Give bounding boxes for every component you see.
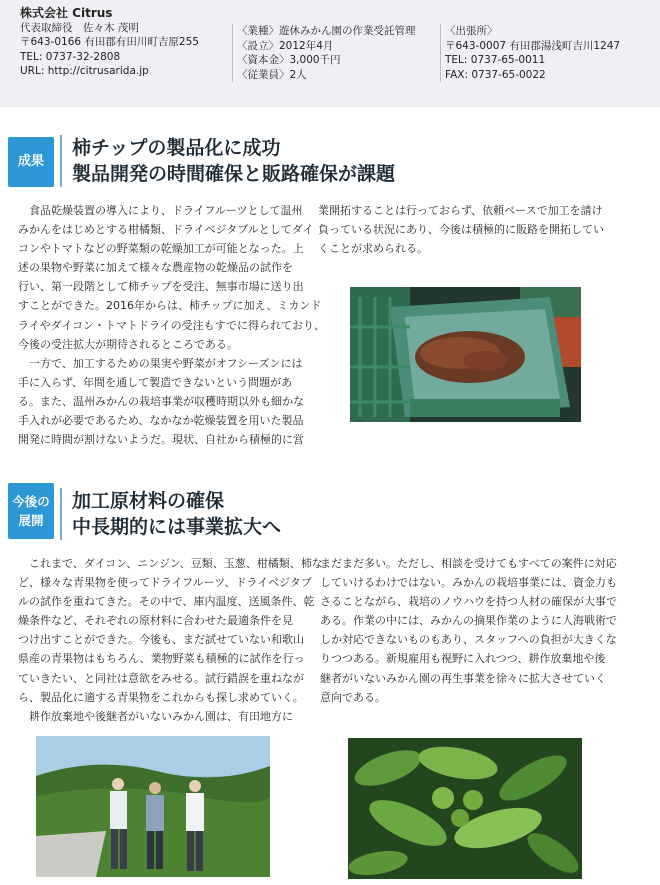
dried-persimmon-crate-photo [350,287,581,422]
paragraph-line: つけ出すことができた。今後も、まだ試せていない和歌山 [18,633,304,647]
paragraph-line: コンやトマトなどの野菜類の乾燥加工が可能となった。上 [18,242,304,256]
section-title-line: 加工原材料の確保 [72,490,225,512]
paragraph-line: 燥条件など、それぞれの原材料に合わせた最適条件を見 [18,614,293,628]
employee-count: 〈従業員〉2人 [237,68,307,81]
paragraph-line: ど、様々な青果物を使ってドライフルーツ、ドライベジタブ [18,576,312,590]
company-address: 〒643-0166 有田郡有田川町吉原255 [20,36,199,48]
paragraph-line: 今後の受注拡大が期待されるところである。 [18,337,238,351]
section2-body-left [18,554,323,726]
section-title-line: 柿チップの製品化に成功 [72,137,281,159]
paragraph-line: すことができた。2016年からは、柿チップに加え、ミカンド [18,299,322,313]
company-tel: TEL: 0737-32-2808 [20,50,121,63]
paragraph-line: 手入れが必要であるため、なかなか乾燥装置を用いた製品 [18,414,304,428]
paragraph-line: ていきたい、と同社は意欲をみせる。試行錯誤を重ねなが [18,671,304,685]
paragraph-line: ライやダイコン・トマトドライの受注もすでに得られており、 [18,318,326,332]
paragraph-line: していけるわけではない。みかんの栽培事業には、資金力も [320,576,617,590]
citrus-leaves-photo [348,738,582,879]
section-tag-results: 成果 [8,137,54,187]
paragraph-line: 継者がいないみかん園の再生事業を徐々に拡大させていく [320,671,606,685]
paragraph-line: 開発に時間が割けないようだ。現状、自社から積極的に営 [18,433,304,447]
section-tag-future-plans [8,483,54,539]
paragraph-line: くことが求められる。 [318,242,428,256]
paragraph-line: 手に入らず、年間を通して製造できないという問題があ [18,375,293,389]
paragraph-line: 県産の青果物はもちろん、業物野菜も積極的に試作を行っ [18,652,305,666]
paragraph-line: 負っている状況にあり、今後は積極的に販路を開拓してい [318,223,604,237]
paragraph-line: 業開拓することは行っておらず、依頼ベースで加工を請け [318,204,603,217]
company-profile-block [232,24,416,82]
section2-body-right [320,554,617,707]
paragraph-line: さることながら、栽培のノウハウを持つ人材の確保が大事で [320,595,617,609]
paragraph-line: ルの試作を重ねてきた。その中で、庫内温度、送風条件、乾 [18,595,315,609]
company-name: 株式会社 Citrus [20,6,113,20]
company-contact-block [20,6,199,79]
staff-in-orchard-photo [36,736,270,877]
paragraph-line: 意向である。 [320,690,386,704]
established-date: 〈設立〉2012年4月 [237,39,334,52]
branch-label: 〈出張所〉 [445,25,498,37]
section-title-line: 中長期的には事業拡大へ [72,516,282,538]
representative: 代表取締役 佐々木 茂明 [20,21,139,34]
paragraph-line: 一方で、加工するための果実や野菜がオフシーズンには [18,356,303,370]
branch-fax: FAX: 0737-65-0022 [445,68,546,81]
section-title-future-plans [60,488,281,540]
branch-tel: TEL: 0737-65-0011 [445,54,546,66]
paragraph-line: まだまだ多い。ただし、相談を受けてもすべての案件に対応 [320,557,617,570]
paragraph-line: ら、製品化に適する青果物をこれからも探し求めていく。 [18,690,304,704]
paragraph-line: 行い、第一段階として柿チップを受注、無事市場に送り出 [18,280,304,294]
branch-address: 〒643-0007 有田郡湯浅町吉川1247 [445,39,621,52]
paragraph-line: ある。作業の中には、みかんの摘果作業のように人海戦術で [320,614,617,628]
section-title-line: 製品開発の時間確保と販路確保が課題 [72,163,396,185]
section-title-results [60,135,395,187]
paragraph-line: みかんをはじめとする柑橘類、ドライベジタブルとしてダイ [18,223,314,237]
business-type: 〈業種〉遊休みかん園の作業受託管理 [237,25,416,37]
section1-body-right [318,201,604,258]
paragraph-line: 食品乾燥装置の導入により、ドライフルーツとして温州 [18,204,303,217]
paragraph-line: しか対応できないものもあり、スタッフへの負担が大きくな [320,633,617,647]
branch-office-block [440,24,620,82]
paragraph-line: 耕作放棄地や後継者がいないみかん園は、有田地方に [18,709,293,723]
company-info-header [0,0,660,107]
paragraph-line: りつつある。新規雇用も視野に入れつつ、耕作放棄地や後 [320,652,606,666]
company-url: URL: http://citrusarida.jp [20,65,149,77]
section-tag-line: 今後の [12,494,50,509]
section-tag-line: 展開 [18,513,44,528]
paragraph-line: る。また、温州みかんの栽培事業が収穫時期以外も細かな [18,394,304,408]
section1-body-left [18,201,325,449]
paragraph-line: これまで、ダイコン、ニンジン、豆類、玉葱、柑橘類、柿な [18,557,323,570]
capital: 〈資本金〉3,000千円 [237,54,341,66]
paragraph-line: 述の果物や野菜に加えて様々な農産物の乾燥品の試作を [18,261,293,275]
